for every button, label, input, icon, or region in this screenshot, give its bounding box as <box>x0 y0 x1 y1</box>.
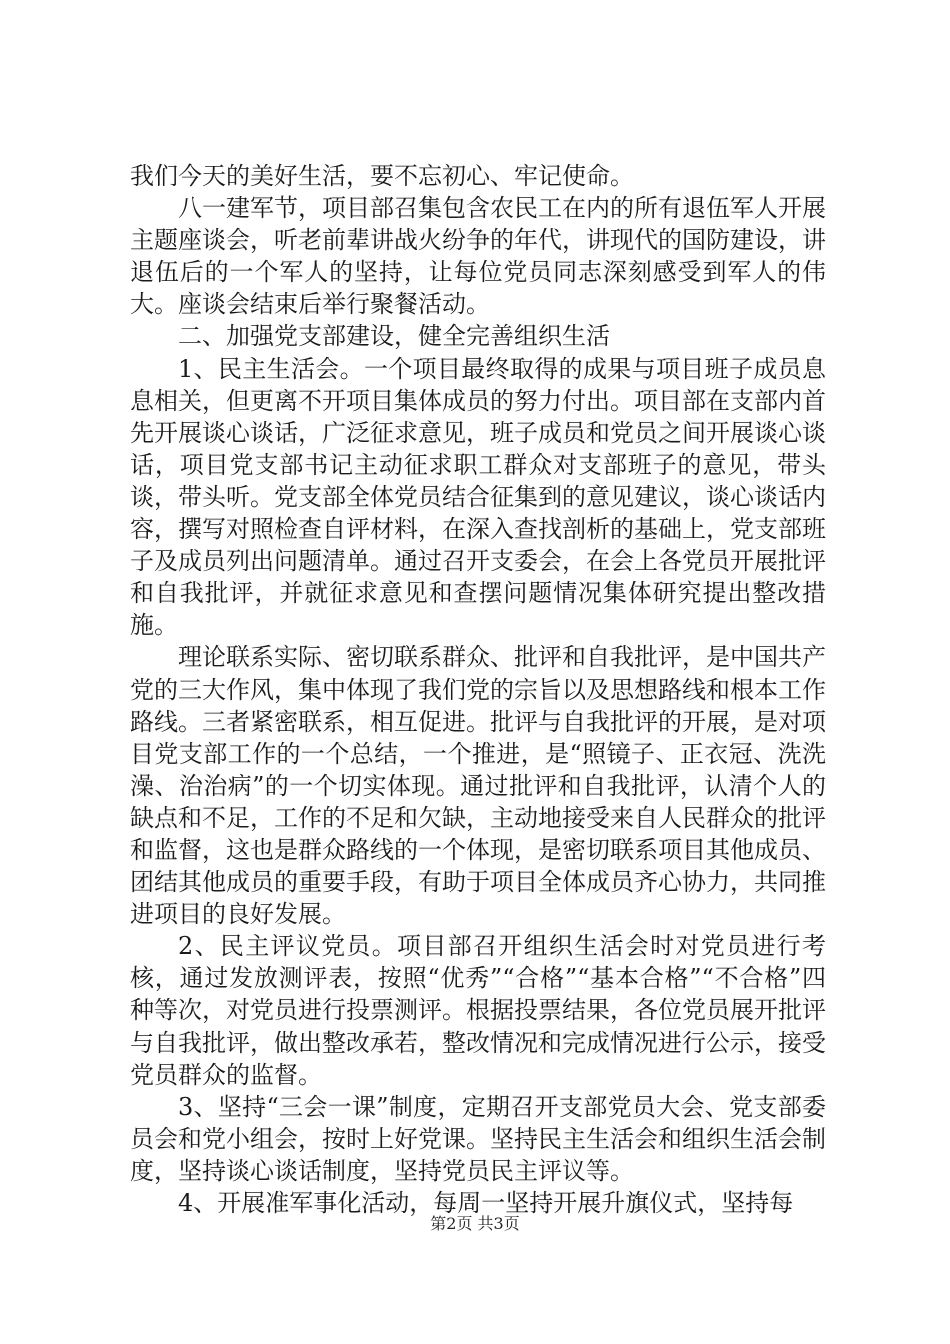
paragraph-continuation: 我们今天的美好生活，要不忘初心、牢记使命。 <box>130 162 634 190</box>
paragraph-three-meetings-one-lesson: 3、坚持“三会一课”制度，定期召开支部党员大会、党支部委员会和党小组会，按时上好党课。坚持民主生活会和组织生活会制度，坚持谈心谈话制度，坚持党员民主评议等。 <box>130 1092 826 1185</box>
paragraph-member-evaluation: 2、民主评议党员。项目部召开组织生活会时对党员进行考核，通过发放测评表，按照“优秀”“合格”“基本合格”“不合格”四种等次，对党员进行投票测评。根据投票结果，各位党员展开批评与自我批评，做出整改承若，整改情况和完成情况进行公示，接受党员群众的监督。 <box>130 932 826 1089</box>
paragraph-army-day: 八一建军节，项目部召集包含农民工在内的所有退伍军人开展主题座谈会，听老前辈讲战火纷争的年代，讲现代的国防建设，讲退伍后的一个军人的坚持，让每位党员同志深刻感受到军人的伟大。座谈会结束后举行聚餐活动。 <box>130 194 826 319</box>
page-number-footer: 第2页 共3页 <box>430 1214 520 1233</box>
document-body <box>130 160 826 1219</box>
paragraph-democratic-life-meeting: 1、民主生活会。一个项目最终取得的成果与项目班子成员息息相关，但更离不开项目集体成员的努力付出。项目部在支部内首先开展谈心谈话，广泛征求意见，班子成员和党员之间开展谈心谈话，项目党支部书记主动征求职工群众对支部班子的意见，带头谈，带头听。党支部全体党员结合征集到的意见建议，谈心谈话内容，撰写对照检查自评材料，在深入查找剖析的基础上，党支部班子及成员列出问题清单。通过召开支委会，在会上各党员开展批评和自我批评，并就征求意见和查摆问题情况集体研究提出整改措施。 <box>130 354 826 640</box>
paragraph-paramilitary-activities: 4、开展准军事化活动，每周一坚持开展升旗仪式，坚持每 <box>178 1189 794 1217</box>
paragraph-three-styles: 理论联系实际、密切联系群众、批评和自我批评，是中国共产党的三大作风，集中体现了我们党的宗旨以及思想路线和根本工作路线。三者紧密联系，相互促进。批评与自我批评的开展，是对项目党支部工作的一个总结，一个推进，是“照镜子、正衣冠、洗洗澡、治治病”的一个切实体现。通过批评和自我批评，认清个人的缺点和不足，工作的不足和欠缺，主动地接受来自人民群众的批评和监督，这也是群众路线的一个体现，是密切联系项目其他成员、团结其他成员的重要手段，有助于项目全体成员齐心协力，共同推进项目的良好发展。 <box>130 643 826 929</box>
section-heading: 二、加强党支部建设，健全完善组织生活 <box>178 322 610 351</box>
